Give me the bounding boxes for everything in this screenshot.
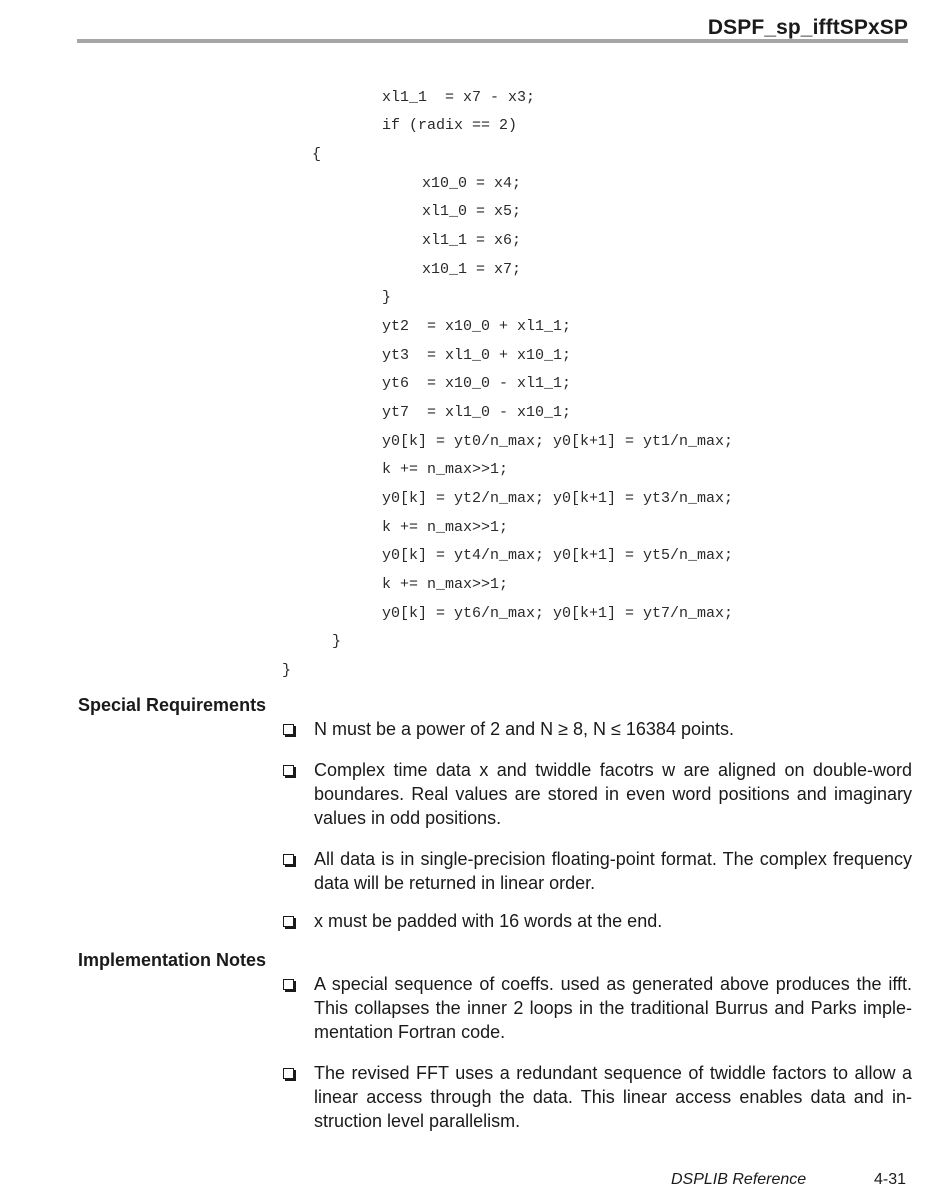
- list-item-text: N must be a power of 2 and N ≥ 8, N ≤ 16384 points.: [314, 719, 734, 739]
- code-line: y0[k] = yt0/n_max; y0[k+1] = yt1/n_max;: [382, 433, 734, 450]
- page-header-title: DSPF_sp_ifftSPxSP: [707, 16, 908, 39]
- code-line: y0[k] = yt4/n_max; y0[k+1] = yt5/n_max;: [382, 547, 734, 564]
- code-line: yt3 = xl1_0 + x10_1;: [382, 347, 572, 364]
- code-line: yt6 = x10_0 - xl1_1;: [382, 375, 572, 392]
- checkbox-bullet-icon: [283, 724, 294, 735]
- checkbox-bullet-icon: [283, 979, 294, 990]
- code-line: x10_0 = x4;: [422, 175, 522, 192]
- code-line: k += n_max>>1;: [382, 519, 509, 536]
- code-line: xl1_1 = x6;: [422, 232, 522, 249]
- checkbox-bullet-icon: [283, 854, 294, 865]
- footer-doc-title: DSPLIB Reference: [671, 1171, 807, 1188]
- code-line: x10_1 = x7;: [422, 261, 522, 278]
- code-line: k += n_max>>1;: [382, 461, 509, 478]
- footer-page-number: 4-31: [874, 1171, 907, 1188]
- special-requirements-heading: Special Requirements: [78, 695, 267, 715]
- checkbox-bullet-icon: [283, 916, 294, 927]
- list-item-text: All data is in single-precision floating-point format. The complex frequency data will be returned in linear order.: [314, 849, 912, 893]
- code-line: if (radix == 2): [382, 117, 518, 134]
- code-line: k += n_max>>1;: [382, 576, 509, 593]
- implementation-notes-heading: Implementation Notes: [78, 950, 267, 970]
- code-line: y0[k] = yt2/n_max; y0[k+1] = yt3/n_max;: [382, 490, 734, 507]
- checkbox-bullet-icon: [283, 765, 294, 776]
- code-line: }: [382, 289, 392, 306]
- list-item-text: x must be padded with 16 words at the end.: [314, 911, 663, 931]
- code-line: yt7 = xl1_0 - x10_1;: [382, 404, 572, 421]
- checkbox-bullet-icon: [283, 1068, 294, 1079]
- list-item-text: Complex time data x and twiddle facotrs w are aligned on double-word boundares. Real values are stored in even word positions and imaginary values in odd positions.: [314, 760, 912, 828]
- code-line: yt2 = x10_0 + xl1_1;: [382, 318, 572, 335]
- code-line: }: [282, 662, 292, 679]
- code-line: xl1_1 = x7 - x3;: [382, 89, 536, 106]
- code-line: {: [312, 146, 322, 163]
- code-line: }: [332, 633, 342, 650]
- list-item-text: A special sequence of coeffs. used as generated above produces the ifft. This collapses the inner 2 loops in the traditional Burrus and Parks imple-mentation Fortran code.: [314, 974, 912, 1042]
- code-line: xl1_0 = x5;: [422, 203, 522, 220]
- list-item-text: The revised FFT uses a redundant sequence of twiddle factors to allow a linear access through the data. This linear access enables data and in-struction level parallelism.: [314, 1063, 912, 1131]
- code-line: y0[k] = yt6/n_max; y0[k+1] = yt7/n_max;: [382, 605, 734, 622]
